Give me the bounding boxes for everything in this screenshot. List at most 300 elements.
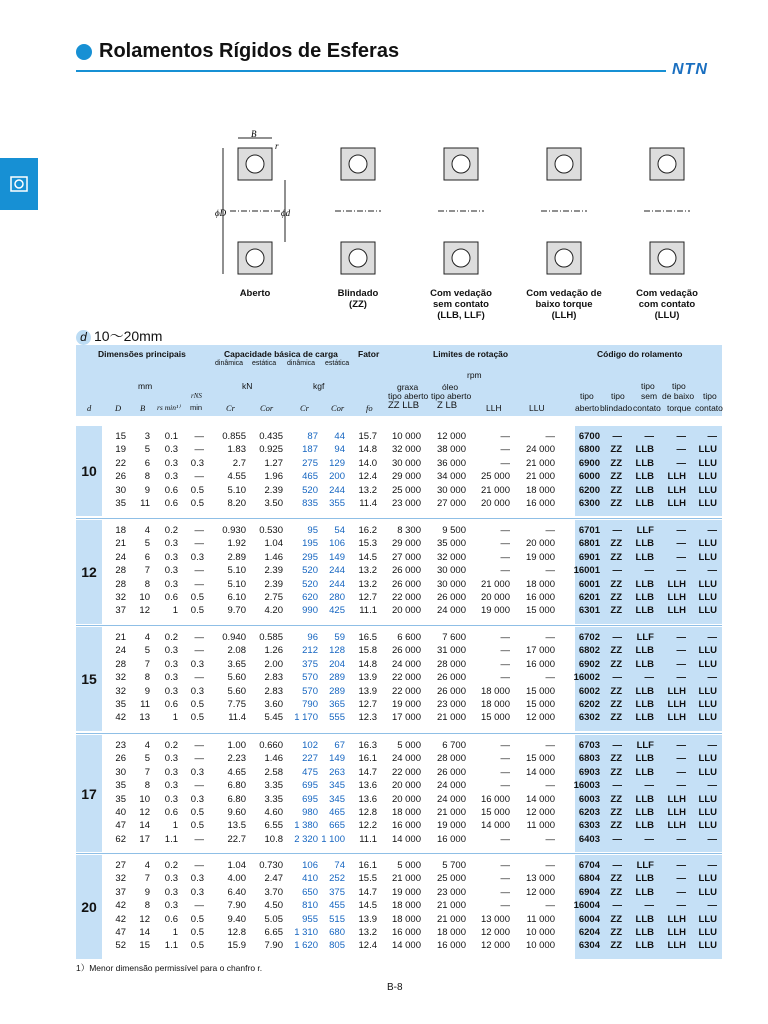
table-cell: 31 000 [436,645,466,657]
table-cell: 11 [140,498,150,509]
table-cell: 455 [329,900,345,912]
table-cell: — [545,672,555,684]
table-cell: 16.2 [358,525,377,536]
table-cell: LLU [698,807,717,818]
table-cell: ZZ [610,444,622,456]
table-cell: 30 000 [436,565,466,577]
table-cell: 4.20 [264,605,283,617]
table-cell: 0.3 [164,766,178,778]
table-cell: 11.4 [359,498,377,509]
table-cell: LLH [667,592,686,603]
table-cell: 11 [140,699,150,710]
table-cell: 1.1 [164,833,178,845]
table-cell: 0.3 [190,766,204,778]
table-cell: 0.3 [164,457,178,469]
table-cell: 4.65 [227,766,246,778]
table-cell: — [194,632,204,643]
table-cell: 21 000 [436,807,466,818]
table-cell: LLU [698,753,717,765]
table-cell: 47 [115,820,126,832]
table-cell: 62 [115,833,126,845]
table-cell: 289 [329,672,345,684]
table-cell: 365 [329,699,345,710]
table-cell: 21 [115,538,126,550]
table-cell: LLU [698,712,717,724]
table-cell: 6202 [578,699,600,710]
table-cell: 67 [334,740,345,751]
table-cell: 12.4 [358,940,377,952]
bore-size-cell: 20 [76,855,102,959]
table-cell: 16 000 [391,927,421,938]
table-cell: — [500,740,510,751]
table-cell: 0.940 [222,632,246,643]
table-cell: 16 000 [480,793,510,805]
table-cell: 10 000 [391,431,421,442]
table-cell: 11.4 [228,712,246,724]
drawing-label: Com vedação de baixo torque (LLH) [526,288,602,321]
table-cell: 12.4 [358,471,377,483]
table-cell: 0.585 [259,632,283,643]
table-cell: 22.7 [227,833,246,845]
table-cell: 295 [302,551,318,563]
table-cell: LLB [635,578,654,590]
table-cell: 16004 [573,900,600,912]
table-cell: 13 000 [525,873,555,885]
table-cell: 128 [329,645,345,657]
table-cell: 1 [172,712,178,724]
drawing-label: Com vedação sem contato (LLB, LLF) [430,288,492,321]
table-cell: 149 [329,551,345,563]
table-cell: — [676,766,686,778]
table-cell: — [707,780,717,792]
svg-text:B: B [251,129,257,139]
table-cell: 4 [144,525,150,536]
page-title: Rolamentos Rígidos de Esferas [99,40,400,62]
table-cell: 0.930 [222,525,246,536]
table-cell: 28 [115,578,126,590]
table-cell: — [500,833,510,845]
table-cell: LLB [635,658,654,670]
table-cell: 465 [302,471,318,483]
table-cell: 280 [329,592,345,603]
table-cell: 15 [139,940,150,952]
table-cell: — [500,873,510,885]
table-cell: — [644,780,654,792]
table-cell: 35 [115,498,126,509]
table-cell: LLU [698,645,717,657]
table-cell: 6700 [578,431,600,442]
table-cell: — [545,833,555,845]
table-cell: 5.45 [264,712,283,724]
table-cell: — [194,538,204,550]
table-cell: LLB [635,793,654,805]
table-cell: — [545,431,555,442]
table-cell: — [500,780,510,792]
table-cell: 30 [115,484,126,496]
table-cell: LLB [635,551,654,563]
table-cell: 5.05 [264,913,283,925]
table-cell: LLF [636,740,654,751]
table-cell: 695 [302,793,318,805]
table-cell: 6000 [578,471,600,483]
table-cell: 7 [144,565,150,577]
table-cell: 15.9 [227,940,246,952]
table-cell: — [194,740,204,751]
table-cell: 26 [115,753,126,765]
table-cell: 22 [115,457,126,469]
table-cell: ZZ [610,807,622,818]
table-cell: LLB [635,940,654,952]
table-cell: 24 000 [436,780,466,792]
table-cell: 37 [115,886,126,898]
table-cell: 16 000 [436,833,466,845]
table-cell: 42 [115,900,126,912]
table-cell: 0.3 [164,538,178,550]
table-cell: 2.58 [264,766,283,778]
table-cell: 5 [144,538,150,550]
table-cell: ZZ [610,820,622,832]
table-cell: 16.1 [358,860,377,871]
table-cell: 1.00 [227,740,246,751]
table-cell: 4 [144,860,150,871]
table-cell: 32 [115,873,126,885]
table-cell: — [545,632,555,643]
table-cell: 26 [115,471,126,483]
table-cell: 17 000 [525,645,555,657]
table-cell: 0.530 [259,525,283,536]
table-cell: 12.8 [358,807,377,818]
table-cell: 18 000 [436,927,466,938]
table-cell: 1 100 [321,833,345,845]
table-cell: 24 000 [391,658,421,670]
table-cell: 16 000 [436,940,466,952]
table-cell: ZZ [610,685,622,697]
table-cell: 4.50 [264,900,283,912]
table-cell: 28 000 [436,753,466,765]
table-cell: 13 000 [480,913,510,925]
table-cell: 0.3 [190,685,204,697]
table-cell: LLB [635,699,654,710]
table-cell: 28 [115,658,126,670]
table-cell: 24 000 [436,605,466,617]
table-cell: 0.5 [190,498,204,509]
table-cell: — [500,766,510,778]
table-cell: 5.10 [227,484,246,496]
table-cell: 19 000 [436,820,466,832]
table-cell: LLB [635,753,654,765]
table-cell: 47 [115,927,126,938]
table-cell: 0.3 [164,793,178,805]
table-cell: 11.1 [359,605,377,617]
table-cell: — [676,457,686,469]
table-cell: — [545,740,555,751]
table-cell: 14 000 [525,766,555,778]
table-cell: LLH [667,484,686,496]
table-cell: 425 [329,605,345,617]
table-cell: LLU [698,820,717,832]
table-cell: 0.6 [164,699,178,710]
table-cell: 6303 [578,820,600,832]
table-cell: 40 [115,807,126,818]
table-cell: 24 [115,551,126,563]
table-cell: ZZ [610,712,622,724]
table-cell: 32 [115,685,126,697]
table-cell: 26 000 [391,565,421,577]
table-cell: 15 000 [525,685,555,697]
table-cell: ZZ [610,498,622,509]
table-cell: 6201 [578,592,600,603]
table-cell: — [612,860,622,871]
table-cell: — [500,565,510,577]
table-cell: 8 300 [397,525,421,536]
table-cell: 16.3 [358,740,377,751]
table-cell: 30 000 [436,578,466,590]
table-cell: 0.925 [259,444,283,456]
table-cell: 17 000 [391,712,421,724]
table-cell: — [676,753,686,765]
table-cell: 18 [115,525,126,536]
table-cell: 6.80 [227,793,246,805]
table-cell: — [676,860,686,871]
table-cell: 20 000 [480,592,510,603]
table-cell: 955 [302,913,318,925]
table-cell: 5.10 [227,578,246,590]
table-cell: 275 [302,457,318,469]
table-cell: LLH [667,699,686,710]
table-cell: 680 [329,927,345,938]
table-cell: 2.23 [227,753,246,765]
table-cell: 18 000 [391,913,421,925]
table-cell: 102 [302,740,318,751]
table-cell: 19 000 [525,551,555,563]
table-cell: 0.3 [164,565,178,577]
table-cell: — [612,833,622,845]
table-cell: 8 [144,780,150,792]
table-cell: 18 000 [525,484,555,496]
table-cell: 6800 [578,444,600,456]
table-cell: — [676,833,686,845]
table-cell: 9.70 [227,605,246,617]
table-cell: 6 [144,551,150,563]
table-cell: 22 000 [391,592,421,603]
table-cell: 1 310 [294,927,318,938]
table-cell: 20 000 [525,538,555,550]
table-cell: 10 [139,592,150,603]
table-cell: 6701 [578,525,600,536]
table-cell: LLB [635,471,654,483]
table-cell: 6704 [578,860,600,871]
table-cell: 12.3 [358,712,377,724]
table-cell: 0.5 [190,605,204,617]
table-cell: 32 [115,592,126,603]
table-cell: 24 000 [525,444,555,456]
table-cell: LLF [636,632,654,643]
table-cell: 30 000 [391,457,421,469]
table-cell: 0.3 [164,780,178,792]
table-cell: 20 000 [391,780,421,792]
table-cell: LLU [698,538,717,550]
table-cell: 35 [115,699,126,710]
table-cell: LLU [698,793,717,805]
table-cell: 0.1 [164,431,178,442]
table-cell: 0.3 [190,658,204,670]
table-cell: 23 000 [436,699,466,710]
table-cell: 13.6 [358,780,377,792]
table-cell: 0.6 [164,484,178,496]
table-cell: 6403 [578,833,600,845]
table-cell: 7.90 [264,940,283,952]
table-cell: 6300 [578,498,600,509]
table-cell: LLU [698,940,717,952]
table-cell: 0.3 [164,753,178,765]
table-cell: 6304 [578,940,600,952]
table-cell: 26 000 [436,592,466,603]
table-cell: 3 [144,431,150,442]
table-cell: 4 [144,740,150,751]
table-cell: — [644,672,654,684]
table-cell: 21 [115,632,126,643]
bore-size-cell: 10 [76,426,102,516]
table-cell: LLU [698,498,717,509]
table-cell: 2.39 [264,578,283,590]
table-cell: 2.39 [264,484,283,496]
table-cell: 0.3 [164,685,178,697]
table-cell: 5 [144,444,150,456]
table-cell: 19 [115,444,126,456]
table-cell: 21 000 [525,457,555,469]
table-cell: 32 [115,672,126,684]
table-cell: ZZ [610,457,622,469]
table-cell: — [194,471,204,483]
table-cell: 22 000 [391,766,421,778]
table-cell: 1.96 [264,471,283,483]
table-cell: 29 000 [391,538,421,550]
table-cell: 1 [172,927,178,938]
table-cell: 345 [329,793,345,805]
table-cell: 30 000 [436,484,466,496]
table-cell: LLU [698,927,717,938]
table-cell: 35 [115,780,126,792]
table-cell: — [612,780,622,792]
table-cell: 14 [139,927,150,938]
table-cell: LLU [698,471,717,483]
table-cell: 980 [302,807,318,818]
table-cell: 620 [302,592,318,603]
table-cell: 4 [144,632,150,643]
table-cell: 14 000 [391,833,421,845]
table-cell: 23 [115,740,126,751]
table-cell: 10 000 [525,927,555,938]
table-cell: 6.10 [227,592,246,603]
table-cell: 6.55 [264,820,283,832]
table-cell: — [644,833,654,845]
table-cell: 18 000 [480,699,510,710]
table-cell: 6200 [578,484,600,496]
table-cell: 3.70 [264,886,283,898]
table-cell: 0.3 [164,444,178,456]
table-cell: 129 [329,457,345,469]
table-cell: 695 [302,780,318,792]
table-cell: 790 [302,699,318,710]
table-cell: 74 [334,860,345,871]
table-cell: 1 [172,605,178,617]
table-cell: — [707,860,717,871]
table-cell: 1 170 [294,712,318,724]
table-cell: 1 380 [294,820,318,832]
table-cell: 16.1 [358,753,377,765]
table-cell: 375 [302,658,318,670]
table-cell: 0.3 [164,886,178,898]
table-cell: — [545,780,555,792]
table-cell: 3.65 [227,658,246,670]
table-cell: — [676,658,686,670]
table-cell: 6904 [578,886,600,898]
table-cell: ZZ [610,753,622,765]
table-cell: 3.60 [264,699,283,710]
table-cell: 0.3 [190,457,204,469]
table-cell: — [676,551,686,563]
table-cell: 0.5 [190,712,204,724]
table-cell: 520 [302,565,318,577]
table-cell: 5.10 [227,565,246,577]
table-cell: 0.3 [190,551,204,563]
table-cell: 5 000 [397,740,421,751]
table-cell: 20 000 [391,605,421,617]
table-cell: — [676,538,686,550]
table-cell: — [707,632,717,643]
table-cell: — [500,457,510,469]
table-cell: 0.3 [164,873,178,885]
table-cell: 2.00 [264,658,283,670]
table-cell: — [676,645,686,657]
table-cell: 8 [144,672,150,684]
table-cell: 14.7 [358,886,377,898]
table-cell: ZZ [610,592,622,603]
table-cell: 665 [329,820,345,832]
table-cell: 106 [302,860,318,871]
table-cell: 0.3 [164,645,178,657]
table-cell: ZZ [610,645,622,657]
table-cell: 5 [144,753,150,765]
table-cell: ZZ [610,927,622,938]
table-cell: 0.2 [164,860,178,871]
table-cell: ZZ [610,793,622,805]
table-cell: — [612,672,622,684]
table-cell: — [194,525,204,536]
table-cell: LLB [635,592,654,603]
table-cell: 15 000 [525,753,555,765]
table-cell: 14.8 [358,658,377,670]
table-cell: — [194,672,204,684]
table-cell: 2.83 [264,672,283,684]
table-cell: 13.9 [358,913,377,925]
table-cell: — [676,780,686,792]
table-cell: 21 000 [480,484,510,496]
table-cell: 16 000 [525,658,555,670]
table-cell: — [676,900,686,912]
table-cell: 21 000 [480,578,510,590]
table-cell: 6003 [578,793,600,805]
table-cell: 12 000 [525,807,555,818]
table-cell: 29 000 [391,471,421,483]
table-cell: 96 [307,632,318,643]
table-cell: 5 000 [397,860,421,871]
table-cell: 25 000 [480,471,510,483]
table-cell: — [194,431,204,442]
table-cell: ZZ [610,658,622,670]
table-cell: 12 000 [480,940,510,952]
svg-text:ϕd: ϕd [281,208,291,218]
